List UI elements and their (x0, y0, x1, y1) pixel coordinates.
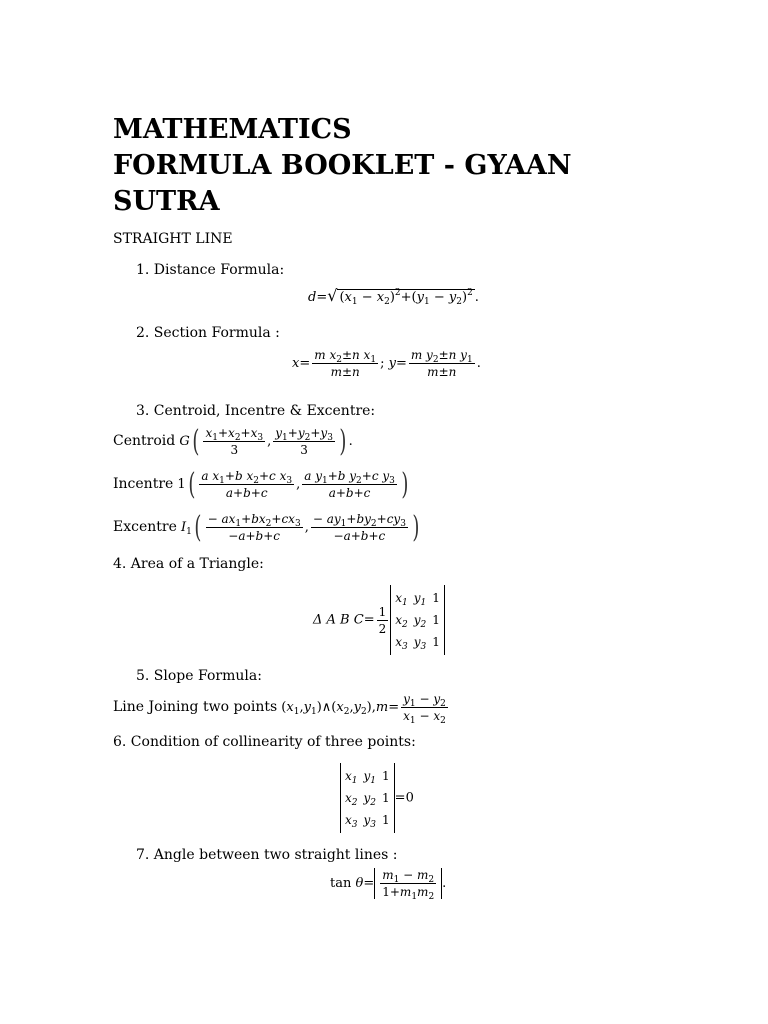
centroid-formula: Centroid G( $\frac{x_1+x_2+x_3}{3}$ , $\frac{y_1+y_2+y_3}{3}$ ) . (113, 423, 353, 459)
collinearity-equation: $x_1$ $y_1$ 1 $x_2$ $y_2$ 1 $x_3$ $y_3$ 1 =0 (340, 763, 414, 833)
item-section-formula: 2. Section Formula : (136, 325, 280, 341)
area-formula-equation: Δ A B C= $\frac{1}{2}$ $x_1$ $y_1$ 1 $x_2$ $y_2$ 1 $x_3$ $y_3$ 1 (313, 585, 445, 655)
item-collinearity: 6. Condition of collinearity of three points: (113, 734, 416, 750)
centroid-label: Centroid (113, 433, 176, 449)
distance-formula-equation: d=√ $(x_1 - x_2)^2+(y_1 - y_2)^2$ . (308, 286, 479, 307)
excentre-label: Excentre (113, 519, 177, 535)
excentre-formula: Excentre $I_1$( $\frac{- ax_1+bx_2+cx_3}{-a+b+c}$ , $\frac{- ay_1+by_2+cy_3}{-a+b+c}$ ) (113, 509, 420, 545)
item-centroid-incentre-excentre: 3. Centroid, Incentre & Excentre: (136, 403, 376, 419)
section-heading: STRAIGHT LINE (113, 231, 233, 247)
item-area-of-triangle: 4. Area of a Triangle: (113, 556, 264, 572)
incentre-formula: Incentre 1( $\frac{a x_1+b x_2+c x_3}{a+b+c}$ , $\frac{a y_1+b y_2+c y_3}{a+b+c}$ ) (113, 466, 409, 502)
item-slope-formula: 5. Slope Formula: (136, 668, 262, 684)
section-formula-equation: x= $\frac{m x_2\pm n x_1}{m\pm n}$ ; y= $\frac{m y_2\pm n y_1}{m\pm n}$ . (292, 348, 481, 379)
angle-formula-equation: tan θ= $\frac{m_1 - m_2}{1+m_1m_2}$ . (330, 868, 447, 902)
item-distance-formula: 1. Distance Formula: (136, 262, 285, 278)
document-title: MATHEMATICS FORMULA BOOKLET - GYAAN SUTRA (113, 114, 572, 217)
line-joining-label: Line Joining two points (113, 699, 278, 715)
item-angle-between-lines: 7. Angle between two straight lines : (136, 847, 398, 863)
slope-formula-equation: Line Joining two points $(x_1,y_1)\wedge(x_2,y_2),m=$ $\frac{y_1 - y_2}{x_1 - x_2}$ (113, 692, 446, 726)
incentre-label: Incentre (113, 476, 174, 492)
